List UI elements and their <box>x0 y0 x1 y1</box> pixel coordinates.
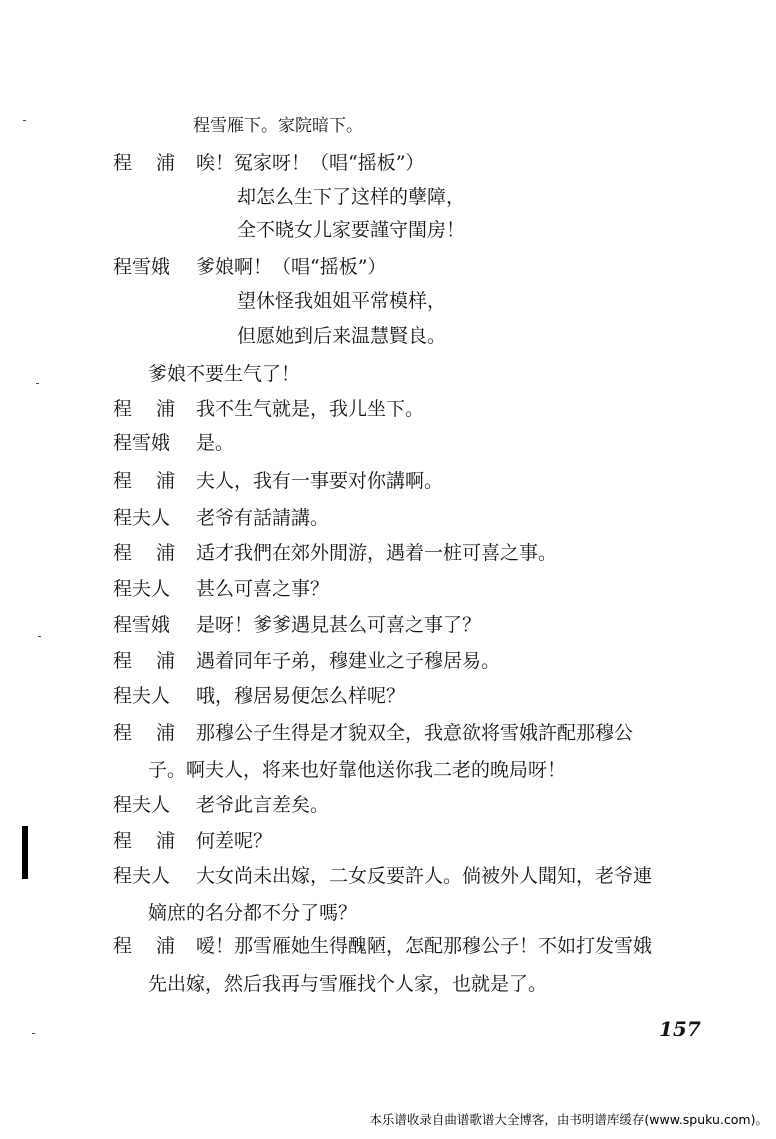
scan-speck <box>38 636 41 637</box>
dialogue-text: 哦，穆居易便怎么样呢？ <box>196 685 406 707</box>
dialogue-text: 是。 <box>196 432 235 454</box>
script-line <box>0 755 776 785</box>
dialogue-text: 甚么可喜之事？ <box>196 578 330 600</box>
script-line <box>0 718 776 748</box>
speaker-name: 程 浦 <box>113 830 176 852</box>
script-line <box>0 215 776 245</box>
scan-speck <box>23 120 26 121</box>
script-line <box>0 503 776 533</box>
script-line <box>0 466 776 496</box>
script-line <box>0 610 776 640</box>
dialogue-text: 何差呢？ <box>196 830 273 852</box>
speaker-name: 程夫人 <box>113 794 171 816</box>
sung-verse: 全不晓女儿家要謹守閨房！ <box>237 219 466 241</box>
scan-speck <box>32 1033 35 1034</box>
script-line <box>0 574 776 604</box>
sung-verse: 却怎么生下了这样的孽障， <box>237 186 466 208</box>
speaker-name: 程 浦 <box>113 650 176 672</box>
speaker-name: 程夫人 <box>113 578 171 600</box>
dialogue-text: 老爷有話請講。 <box>196 507 330 529</box>
script-line <box>0 111 776 141</box>
script-line <box>0 826 776 856</box>
script-line <box>0 359 776 389</box>
speaker-name: 程雪娥 <box>113 256 171 278</box>
speaker-name: 程 浦 <box>113 542 176 564</box>
dialogue-continuation: 子。啊夫人，将来也好靠他送你我二老的晚局呀！ <box>148 759 567 781</box>
sung-verse: 望休怪我姐姐平常模样， <box>237 290 447 312</box>
speaker-name: 程雪娥 <box>113 432 171 454</box>
scan-binding-mark <box>22 826 28 879</box>
script-line <box>0 898 776 928</box>
dialogue-text: 是呀！爹爹遇見甚么可喜之事了？ <box>196 614 482 636</box>
speaker-name: 程 浦 <box>113 470 176 492</box>
sung-verse: 但愿她到后来温慧賢良。 <box>237 325 447 347</box>
dialogue-text: 适才我們在郊外閒游，遇着一桩可喜之事。 <box>196 542 558 564</box>
dialogue-text: 遇着同年子弟，穆建业之子穆居易。 <box>196 650 501 672</box>
dialogue-text: 爹娘啊！（唱“摇板”） <box>196 256 387 278</box>
script-line <box>0 394 776 424</box>
script-line <box>0 182 776 212</box>
speaker-name: 程夫人 <box>113 865 171 887</box>
dialogue-text: 我不生气就是，我儿坐下。 <box>196 398 425 420</box>
page-number: 157 <box>659 1017 701 1041</box>
dialogue-continuation: 先出嫁，然后我再与雪雁找个人家，也就是了。 <box>148 973 548 995</box>
script-line <box>0 428 776 458</box>
script-line <box>0 148 776 178</box>
script-line <box>0 538 776 568</box>
script-line <box>0 861 776 891</box>
dialogue-text: 大女尚未出嫁，二女反要許人。倘被外人聞知，老爷連 <box>196 865 653 887</box>
scan-speck <box>36 383 39 384</box>
dialogue-text: 唉！冤家呀！（唱“摇板”） <box>196 152 425 174</box>
script-line <box>0 969 776 999</box>
speaker-name: 程 浦 <box>113 722 176 744</box>
dialogue-text: 那穆公子生得是才貌双全，我意欲将雪娥許配那穆公 <box>196 722 634 744</box>
speaker-name: 程雪娥 <box>113 614 171 636</box>
script-line <box>0 321 776 351</box>
speaker-name: 程夫人 <box>113 507 171 529</box>
speaker-name: 程 浦 <box>113 398 176 420</box>
script-line <box>0 681 776 711</box>
dialogue-text: 嗳！那雪雁她生得醜陋，怎配那穆公子！不如打发雪娥 <box>196 935 653 957</box>
dialogue-continuation: 嫡庶的名分都不分了嗎？ <box>148 902 358 924</box>
dialogue-text: 老爷此言差矣。 <box>196 794 330 816</box>
script-line <box>0 286 776 316</box>
script-line <box>0 931 776 961</box>
script-line <box>0 790 776 820</box>
dialogue-text: 夫人，我有一事要对你講啊。 <box>196 470 444 492</box>
stage-direction: 程雪雁下。家院暗下。 <box>193 116 363 136</box>
script-line <box>0 252 776 282</box>
source-footer: 本乐谱收录自曲谱歌谱大全博客，由书明谱库缓存(www.spuku.com)。 <box>369 1112 768 1127</box>
speaker-name: 程 浦 <box>113 152 176 174</box>
speaker-name: 程夫人 <box>113 685 171 707</box>
dialogue-continuation: 爹娘不要生气了！ <box>148 363 301 385</box>
script-line <box>0 646 776 676</box>
speaker-name: 程 浦 <box>113 935 176 957</box>
